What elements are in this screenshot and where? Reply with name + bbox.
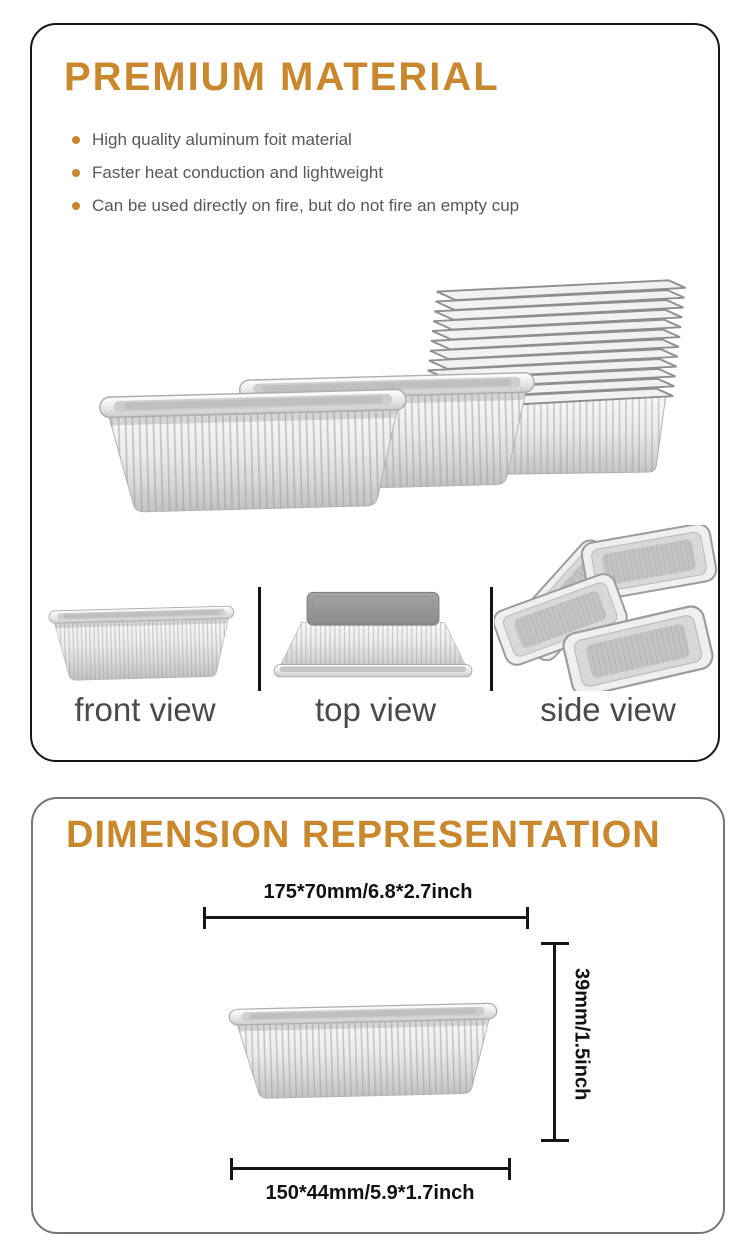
dimension-bar — [203, 916, 529, 919]
dimension-tick — [508, 1158, 511, 1180]
bottom-width-dimension-line — [230, 1158, 511, 1180]
dimension-bar — [553, 942, 556, 1142]
view-divider — [258, 587, 261, 691]
main-product-photo — [87, 263, 707, 535]
bottom-width-dimension-label: 150*44mm/5.9*1.7inch — [265, 1182, 475, 1204]
feature-item: Can be used directly on fire, but do not fire an empty cup — [70, 189, 519, 222]
front-view-label: front view — [74, 691, 216, 728]
dimension-bar — [230, 1167, 511, 1170]
top-view-label: top view — [314, 691, 437, 728]
view-divider — [490, 587, 493, 691]
dimension-representation-card — [31, 797, 725, 1234]
dimension-section-title: DIMENSION REPRESENTATION — [66, 814, 661, 856]
side-view-photo — [494, 525, 718, 691]
height-dimension-label: 39mm/1.5inch — [570, 967, 593, 1101]
premium-section-title: PREMIUM MATERIAL — [64, 55, 500, 99]
top-width-dimension-label: 175*70mm/6.8*2.7inch — [263, 881, 473, 903]
top-width-dimension-line — [203, 907, 529, 929]
front-view-photo — [46, 595, 238, 687]
side-view-label: side view — [540, 691, 676, 728]
dimension-product-photo — [225, 989, 503, 1107]
feature-item: Faster heat conduction and lightweight — [70, 156, 519, 189]
feature-item: High quality aluminum foit material — [70, 123, 519, 156]
dimension-tick — [541, 1139, 569, 1142]
top-view-photo — [270, 587, 476, 689]
dimension-tick — [526, 907, 529, 929]
feature-list — [70, 123, 519, 222]
premium-material-card — [30, 23, 720, 762]
